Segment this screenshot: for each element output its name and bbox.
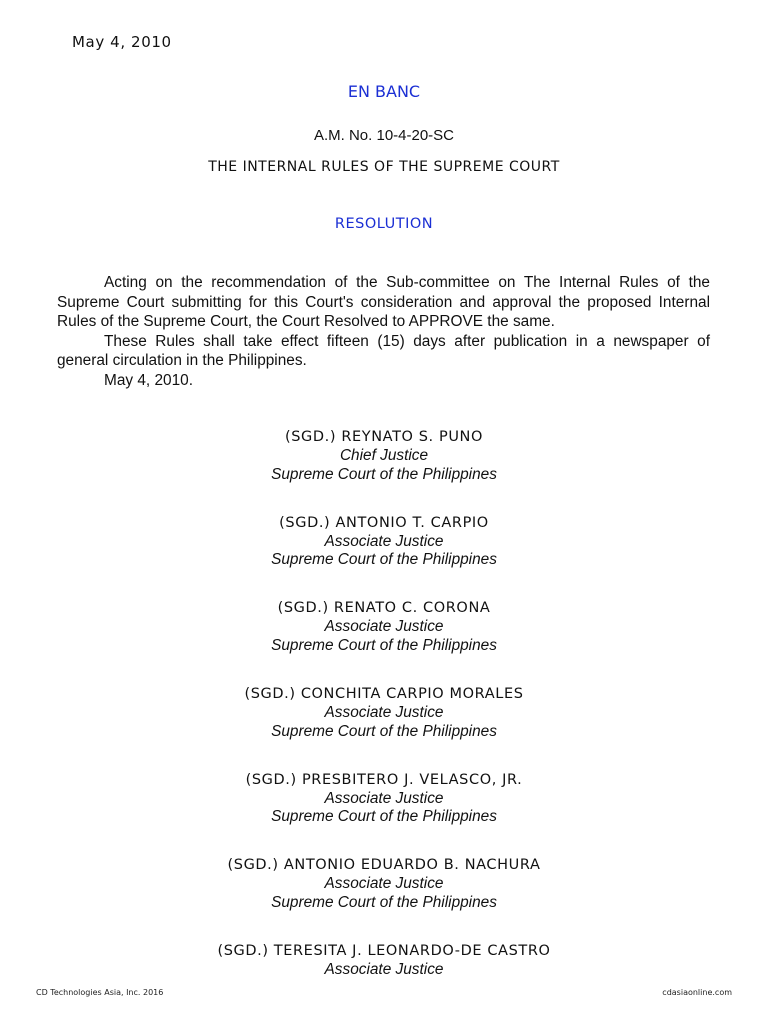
- case-number: A.M. No. 10-4-20-SC: [313, 127, 455, 144]
- signatory-position: Associate Justice: [324, 532, 444, 550]
- signatories-list: [0, 428, 768, 1028]
- footer-website: cdasiaonline.com: [662, 988, 732, 997]
- signatory-court: Supreme Court of the Philippines: [271, 551, 497, 569]
- signatory-court: Supreme Court of the Philippines: [271, 722, 497, 740]
- signatory-position: Associate Justice: [324, 961, 444, 979]
- document-title: THE INTERNAL RULES OF THE SUPREME COURT: [208, 159, 560, 175]
- signatory-name: (SGD.) REYNATO S. PUNO: [285, 429, 483, 445]
- signatory-block: [0, 514, 768, 600]
- body-paragraph: May 4, 2010.: [104, 371, 193, 389]
- signatory-name: (SGD.) CONCHITA CARPIO MORALES: [244, 686, 524, 703]
- signatory-position: Chief Justice: [339, 447, 429, 464]
- signatory-position: Associate Justice: [324, 875, 444, 893]
- signatory-name: (SGD.) PRESBITERO J. VELASCO, JR.: [245, 771, 523, 788]
- signatory-name: (SGD.) RENATO C. CORONA: [277, 600, 491, 617]
- signatory-court: Supreme Court of the Philippines: [271, 808, 497, 826]
- signatory-block: [0, 428, 768, 514]
- signatory-block: [0, 685, 768, 771]
- signatory-block: [0, 942, 768, 1028]
- signatory-position: Associate Justice: [324, 789, 444, 807]
- signatory-position: Associate Justice: [324, 704, 444, 722]
- signatory-court: Supreme Court of the Philippines: [271, 465, 497, 483]
- resolution-body: [57, 273, 710, 391]
- footer-publisher: CD Technologies Asia, Inc. 2016: [36, 988, 164, 997]
- signatory-court: Supreme Court of the Philippines: [271, 894, 497, 912]
- body-paragraph: Acting on the recommendation of the Sub-committee on The Internal Rules of the Supreme Court submitting for this Court's consideration and approval the proposed Internal Rules of the Supreme Court, the Court Resolved to APPROVE the same.: [57, 274, 710, 331]
- document-date: May 4, 2010: [72, 33, 172, 51]
- signatory-name: (SGD.) ANTONIO T. CARPIO: [279, 514, 489, 531]
- signatory-block: [0, 599, 768, 685]
- signatory-court: Supreme Court of the Philippines: [271, 636, 497, 654]
- division-heading: EN BANC: [347, 82, 421, 101]
- signatory-name: (SGD.) ANTONIO EDUARDO B. NACHURA: [227, 857, 541, 874]
- signatory-block: [0, 856, 768, 942]
- body-paragraph: These Rules shall take effect fifteen (15) days after publication in a newspaper of general circulation in the Philippines.: [57, 332, 710, 370]
- signatory-block: [0, 771, 768, 857]
- signatory-name: (SGD.) TERESITA J. LEONARDO-DE CASTRO: [217, 943, 551, 960]
- resolution-heading: RESOLUTION: [334, 216, 434, 232]
- signatory-position: Associate Justice: [324, 618, 444, 636]
